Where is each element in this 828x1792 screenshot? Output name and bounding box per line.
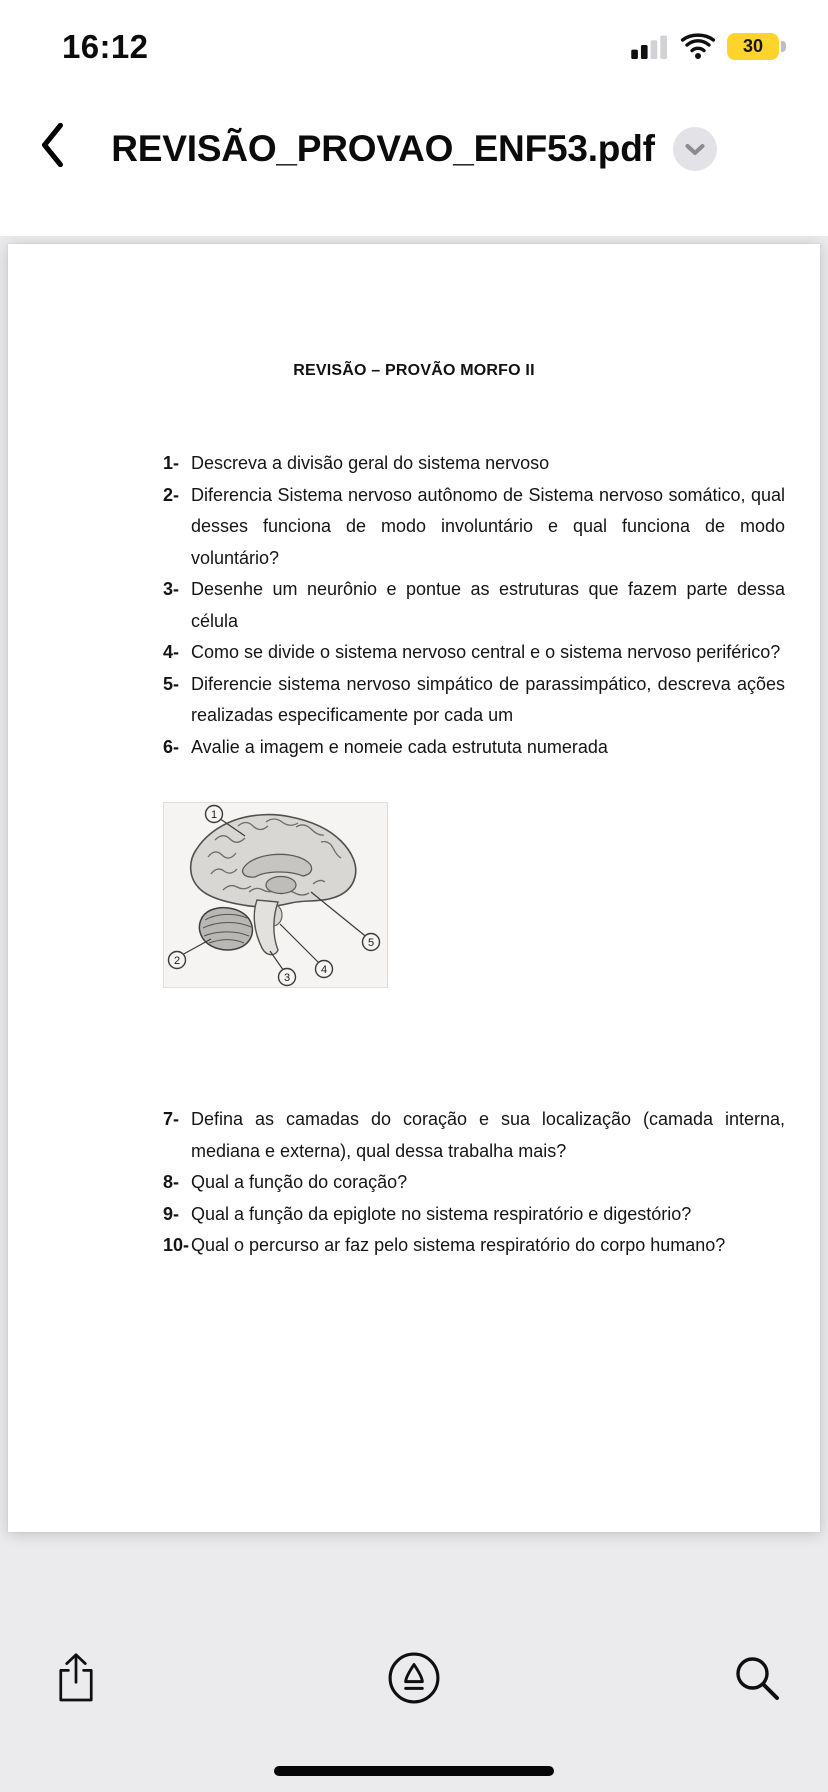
markup-pen-icon [387,1651,441,1705]
question-number: 2- [163,484,180,505]
status-time: 16:12 [62,28,149,65]
question-number: 1- [163,453,180,473]
question-list-top [163,448,785,763]
question-item-6 [163,732,785,764]
back-button[interactable] [20,110,84,182]
question-text: Avalie a imagem e nomeie cada estrututa numerada [191,736,608,757]
question-item-7 [163,1104,785,1167]
brain-sagittal-figure [163,802,388,988]
home-indicator[interactable] [274,1766,554,1776]
callout-4: 4 [320,964,328,976]
question-item-9 [163,1199,785,1231]
question-item-2 [163,480,785,575]
brain-figure-image [163,802,388,988]
question-item-3 [163,574,785,637]
question-list-bottom [163,1104,785,1262]
search-button[interactable] [727,1648,787,1708]
share-icon [54,1650,98,1706]
question-text: Como se divide o sistema nervoso central e o sistema nervoso periférico? [191,642,781,662]
question-number: 6- [163,736,180,757]
question-number: 9- [163,1203,180,1224]
question-number: 3- [163,579,180,599]
wifi-icon [680,33,716,60]
status-icons [631,33,786,60]
pdf-page [8,244,820,1532]
question-text: Qual a função da epiglote no sistema respiratório e digestório? [191,1203,692,1224]
question-number: 8- [163,1172,180,1192]
question-item-4 [163,637,785,669]
callout-3: 3 [283,972,291,984]
question-item-1 [163,448,785,480]
nav-bar [0,94,828,204]
file-title: REVISÃO_PROVAO_ENF53.pdf [111,128,655,169]
cellular-signal-icon [631,34,669,59]
question-item-8 [163,1167,785,1199]
callout-1: 1 [210,809,218,821]
nav-title-group [0,94,828,204]
question-text: Defina as camadas do coração e sua localização (camada interna, mediana e externa), qual dessa trabalha mais? [191,1109,785,1161]
search-icon [731,1652,783,1704]
question-number: 7- [163,1109,180,1129]
callout-2: 2 [173,955,181,967]
pdf-viewer-area[interactable] [0,236,828,1792]
battery-icon [727,33,786,60]
question-number: 5- [163,673,180,694]
question-text: Descreva a divisão geral do sistema nervoso [191,453,550,473]
question-text: Qual a função do coração? [191,1172,408,1192]
question-text: Diferencia Sistema nervoso autônomo de Sistema nervoso somático, qual desses funciona de modo involuntário e qual funciona de modo voluntário? [191,484,785,568]
battery-nub [781,41,786,52]
title-disclosure-button[interactable] [673,127,717,171]
question-number: 10- [163,1235,190,1255]
chevron-left-icon [38,120,66,170]
callout-5: 5 [367,937,375,949]
question-number: 4- [163,642,180,662]
doc-heading: REVISÃO – PROVÃO MORFO II [293,362,535,379]
question-text: Diferencie sistema nervoso simpático de parassimpático, descreva ações realizadas especificamente por cada um [191,673,785,725]
chevron-down-icon [685,143,705,156]
question-item-10 [163,1230,785,1262]
share-button[interactable] [46,1648,106,1708]
header [0,0,828,236]
battery-percent: 30 [727,33,779,60]
markup-button[interactable] [384,1648,444,1708]
question-text: Qual o percurso ar faz pelo sistema respiratório do corpo humano? [191,1235,726,1255]
question-text: Desenhe um neurônio e pontue as estruturas que fazem parte dessa célula [191,579,785,631]
question-item-5 [163,669,785,732]
